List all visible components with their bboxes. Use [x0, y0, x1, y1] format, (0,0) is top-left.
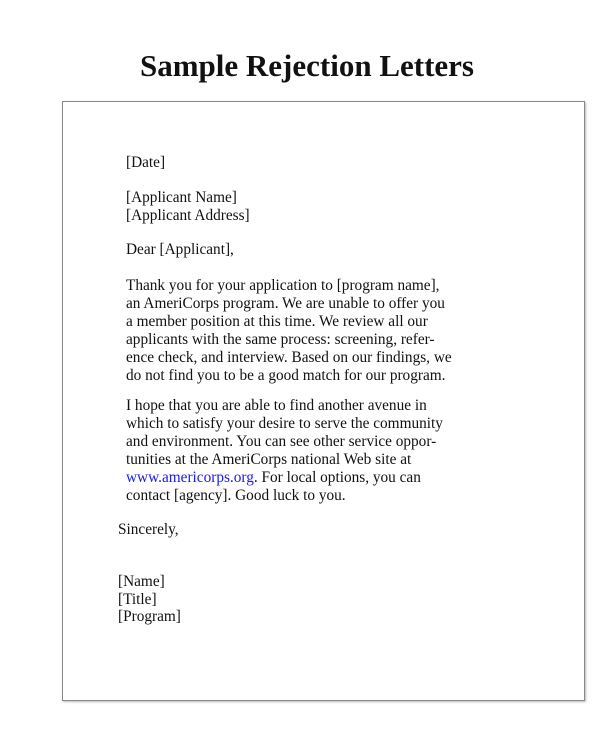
paragraph-line: an AmeriCorps program. We are unable to offer you — [126, 295, 445, 312]
paragraph-line: which to satisfy your desire to serve the community — [126, 415, 443, 432]
applicant-address: [Applicant Address] — [126, 207, 250, 224]
paragraph-line: a member position at this time. We review all our — [126, 313, 428, 330]
paragraph-line: ence check, and interview. Based on our findings, we — [126, 349, 452, 366]
signature-name: [Name] — [118, 573, 165, 590]
paragraph-line: Thank you for your application to [program name], — [126, 277, 440, 294]
signature-program: [Program] — [118, 608, 181, 625]
paragraph-line — [126, 469, 421, 487]
signature-title: [Title] — [118, 591, 157, 608]
salutation: Dear [Applicant], — [126, 241, 234, 258]
page-title: Sample Rejection Letters — [139, 48, 474, 83]
paragraph-line: and environment. You can see other service oppor- — [126, 433, 437, 450]
closing: Sincerely, — [118, 521, 179, 538]
paragraph-line: I hope that you are able to find another avenue in — [126, 397, 427, 414]
paragraph-line: do not find you to be a good match for our program. — [126, 367, 446, 384]
applicant-name: [Applicant Name] — [126, 189, 237, 206]
paragraph-text: . For local options, you can — [253, 469, 421, 486]
paragraph-line: contact [agency]. Good luck to you. — [126, 487, 346, 504]
paragraph-line: tunities at the AmeriCorps national Web site at — [126, 451, 412, 468]
americorps-link[interactable]: www.americorps.org — [126, 469, 254, 486]
paragraph-line: applicants with the same process: screening, refer- — [126, 331, 435, 348]
letter-date: [Date] — [126, 154, 166, 171]
